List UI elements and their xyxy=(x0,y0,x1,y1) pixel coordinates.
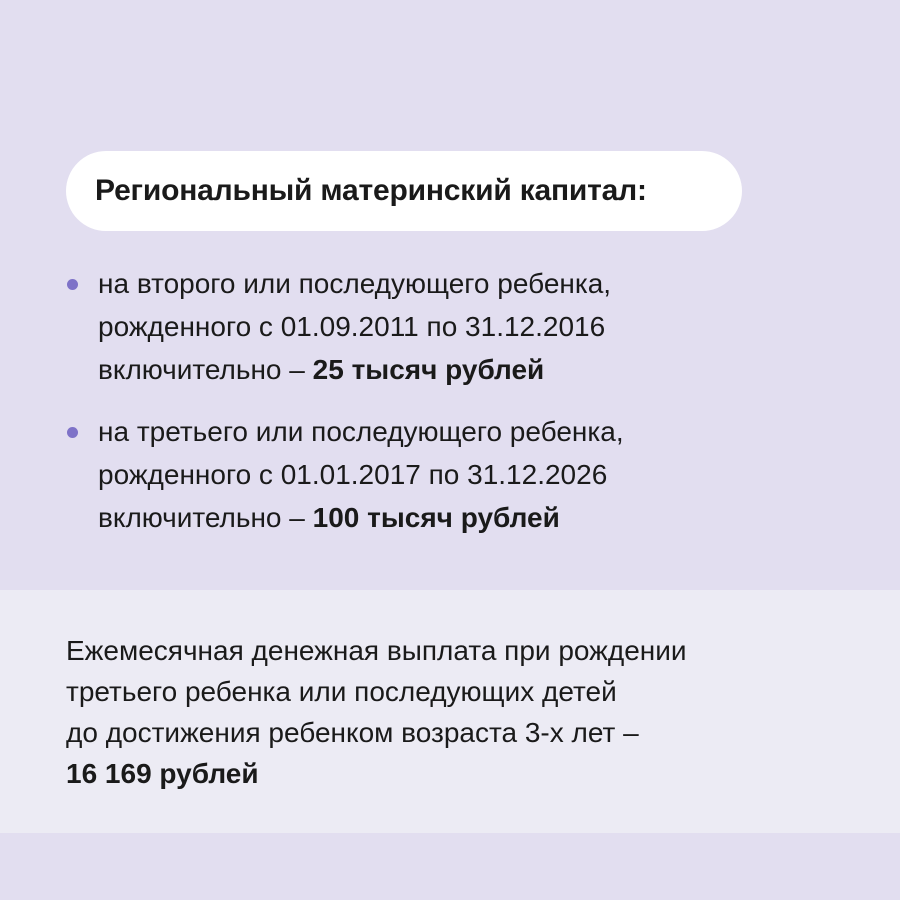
title-pill xyxy=(66,151,742,231)
bullet-dot-icon xyxy=(67,279,78,290)
bullet-line xyxy=(98,348,826,391)
bullet-line: рожденного с 01.09.2011 по 31.12.2016 xyxy=(98,311,606,342)
bullet-line: на второго или последующего ребенка, xyxy=(98,268,612,299)
monthly-line: Ежемесячная денежная выплата при рождении xyxy=(66,635,687,666)
bullet-line-prefix: включительно – xyxy=(98,354,313,385)
bullet-list xyxy=(66,262,826,539)
bullet-line: на третьего или последующего ребенка, xyxy=(98,416,624,447)
bullet-dot-icon xyxy=(67,427,78,438)
bullet-line-prefix: включительно – xyxy=(98,502,313,533)
page-title: Региональный материнский капитал: xyxy=(95,174,647,207)
list-item xyxy=(66,410,826,539)
monthly-payment-text xyxy=(66,630,866,794)
monthly-line: третьего ребенка или последующих детей xyxy=(66,676,617,707)
bullet-line xyxy=(98,496,826,539)
bullet-amount: 25 тысяч рублей xyxy=(312,354,545,385)
bullet-amount: 100 тысяч рублей xyxy=(312,502,560,533)
monthly-amount: 16 169 рублей xyxy=(66,758,259,789)
bullet-line: рожденного с 01.01.2017 по 31.12.2026 xyxy=(98,459,608,490)
monthly-line: до достижения ребенком возраста 3-х лет – xyxy=(66,717,639,748)
list-item xyxy=(66,262,826,391)
